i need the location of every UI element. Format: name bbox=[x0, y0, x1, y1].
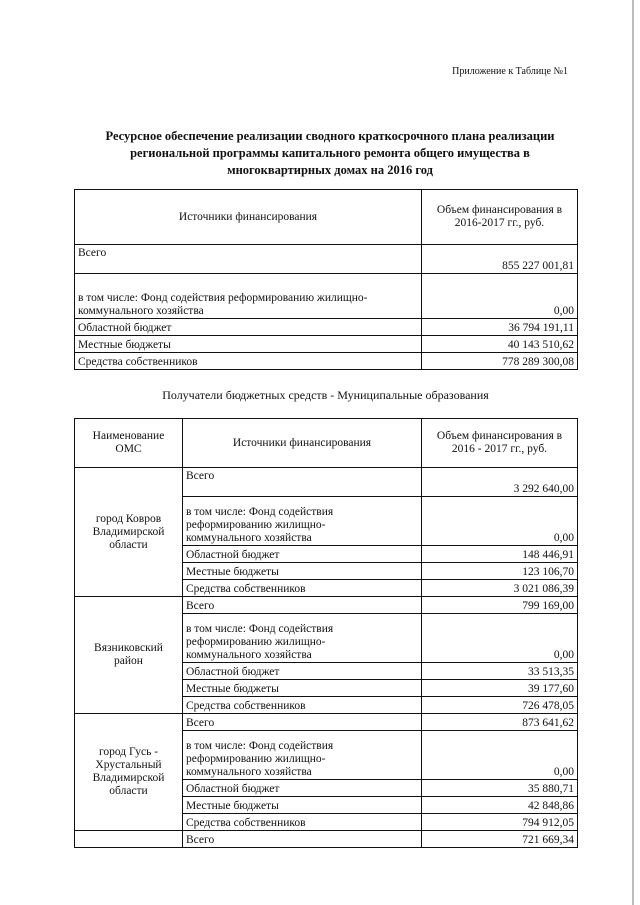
row-value: 3 021 086,39 bbox=[422, 580, 578, 597]
summary-row-regional bbox=[75, 319, 578, 336]
row-label: Областной бюджет bbox=[183, 546, 422, 563]
oms-name bbox=[75, 468, 183, 597]
appendix-label: Приложение к Таблице №1 bbox=[452, 66, 568, 77]
row-label: Средства собственников bbox=[183, 814, 422, 831]
header-oms-line: ОМС bbox=[115, 443, 142, 455]
row-value: 855 227 001,81 bbox=[422, 245, 578, 274]
header-volume-line: Объем финансирования в bbox=[436, 430, 563, 442]
muni-row-total bbox=[75, 597, 578, 614]
row-label: Всего bbox=[183, 597, 422, 614]
oms-name-line: Хрустальный bbox=[95, 759, 162, 771]
row-label-line: коммунального хозяйства bbox=[186, 649, 312, 661]
header-volume bbox=[422, 190, 578, 245]
row-label-line: реформированию жилищно- bbox=[186, 753, 326, 765]
oms-name-line: Вязниковский bbox=[94, 642, 163, 654]
munis-header-row bbox=[75, 419, 578, 468]
summary-row-local bbox=[75, 336, 578, 353]
row-label-line: реформированию жилищно- bbox=[186, 519, 326, 531]
row-label: Областной бюджет bbox=[183, 780, 422, 797]
title-line: Ресурсное обеспечение реализации сводного краткосрочного плана реализации bbox=[105, 129, 555, 143]
row-label: Областной бюджет bbox=[183, 663, 422, 680]
header-source: Источники финансирования bbox=[75, 190, 422, 245]
munis-body bbox=[75, 468, 578, 848]
row-label: Местные бюджеты bbox=[183, 680, 422, 697]
title-line: многоквартирных домах на 2016 год bbox=[227, 163, 433, 177]
row-value: 0,00 bbox=[422, 274, 578, 319]
summary-table bbox=[74, 189, 578, 370]
row-label: Местные бюджеты bbox=[183, 563, 422, 580]
row-label: Средства собственников bbox=[75, 353, 422, 370]
row-label: Местные бюджеты bbox=[75, 336, 422, 353]
muni-row-total bbox=[75, 714, 578, 731]
row-value: 42 848,86 bbox=[422, 797, 578, 814]
row-label-line: в том числе: Фонд содействия bbox=[186, 506, 334, 518]
row-value: 123 106,70 bbox=[422, 563, 578, 580]
row-value: 36 794 191,11 bbox=[422, 319, 578, 336]
oms-name-line: район bbox=[114, 655, 143, 667]
row-label: Средства собственников bbox=[183, 697, 422, 714]
row-label bbox=[183, 731, 422, 780]
row-value: 3 292 640,00 bbox=[422, 468, 578, 497]
row-label-line: коммунального хозяйства bbox=[78, 305, 204, 317]
summary-row-total bbox=[75, 245, 578, 274]
header-oms bbox=[75, 419, 183, 468]
header-source: Источники финансирования bbox=[183, 419, 422, 468]
header-volume-line: 2016 - 2017 гг., руб. bbox=[451, 443, 548, 455]
row-label: Всего bbox=[75, 245, 422, 274]
oms-name-line: город Гусь - bbox=[98, 746, 159, 758]
oms-name-line: Владимирской bbox=[92, 525, 165, 538]
title-line: региональной программы капитального ремонта общего имущества в bbox=[130, 146, 530, 160]
oms-name bbox=[75, 714, 183, 831]
oms-name-line: Владимирской bbox=[92, 772, 165, 784]
row-label: Средства собственников bbox=[183, 580, 422, 597]
muni-row-total bbox=[75, 468, 578, 497]
row-label-line: в том числе: Фонд содействия реформированию жилищно- bbox=[78, 292, 368, 304]
row-label-line: реформированию жилищно- bbox=[186, 636, 326, 648]
oms-name-line: области bbox=[109, 785, 148, 797]
summary-row-fund bbox=[75, 274, 578, 319]
row-label: Местные бюджеты bbox=[183, 797, 422, 814]
muni-row-total bbox=[75, 831, 578, 848]
row-label bbox=[75, 274, 422, 319]
row-value: 0,00 bbox=[422, 731, 578, 780]
row-value: 39 177,60 bbox=[422, 680, 578, 697]
row-label: Всего bbox=[183, 714, 422, 731]
row-label bbox=[183, 614, 422, 663]
row-label-line: коммунального хозяйства bbox=[186, 766, 312, 778]
summary-row-owners bbox=[75, 353, 578, 370]
row-value: 794 912,05 bbox=[422, 814, 578, 831]
oms-name-line: области bbox=[109, 538, 148, 551]
document-title bbox=[70, 128, 590, 179]
row-label-line: в том числе: Фонд содействия bbox=[186, 623, 334, 635]
oms-name bbox=[75, 597, 183, 714]
row-value: 148 446,91 bbox=[422, 546, 578, 563]
row-label bbox=[183, 497, 422, 546]
row-value: 0,00 bbox=[422, 614, 578, 663]
summary-header-row bbox=[75, 190, 578, 245]
oms-name bbox=[75, 831, 183, 848]
municipalities-table bbox=[74, 418, 578, 848]
header-volume bbox=[422, 419, 578, 468]
header-oms-line: Наименование bbox=[92, 430, 165, 442]
oms-name-line: город Ковров bbox=[95, 512, 162, 525]
header-volume-line: Объем финансирования в bbox=[436, 204, 563, 216]
row-value: 33 513,35 bbox=[422, 663, 578, 680]
row-label-line: в том числе: Фонд содействия bbox=[186, 740, 334, 752]
recipients-title: Получатели бюджетных средств - Муниципальные образования bbox=[162, 388, 489, 402]
row-value: 873 641,62 bbox=[422, 714, 578, 731]
row-label: Всего bbox=[183, 468, 422, 497]
row-value: 726 478,05 bbox=[422, 697, 578, 714]
row-label: Областной бюджет bbox=[75, 319, 422, 336]
row-value: 799 169,00 bbox=[422, 597, 578, 614]
row-label: Всего bbox=[183, 831, 422, 848]
row-value: 35 880,71 bbox=[422, 780, 578, 797]
row-label-line: коммунального хозяйства bbox=[186, 532, 312, 544]
scan-edge bbox=[632, 0, 634, 905]
row-value: 721 669,34 bbox=[422, 831, 578, 848]
row-value: 40 143 510,62 bbox=[422, 336, 578, 353]
row-value: 778 289 300,08 bbox=[422, 353, 578, 370]
row-value: 0,00 bbox=[422, 497, 578, 546]
header-volume-line: 2016-2017 гг., руб. bbox=[454, 217, 545, 229]
